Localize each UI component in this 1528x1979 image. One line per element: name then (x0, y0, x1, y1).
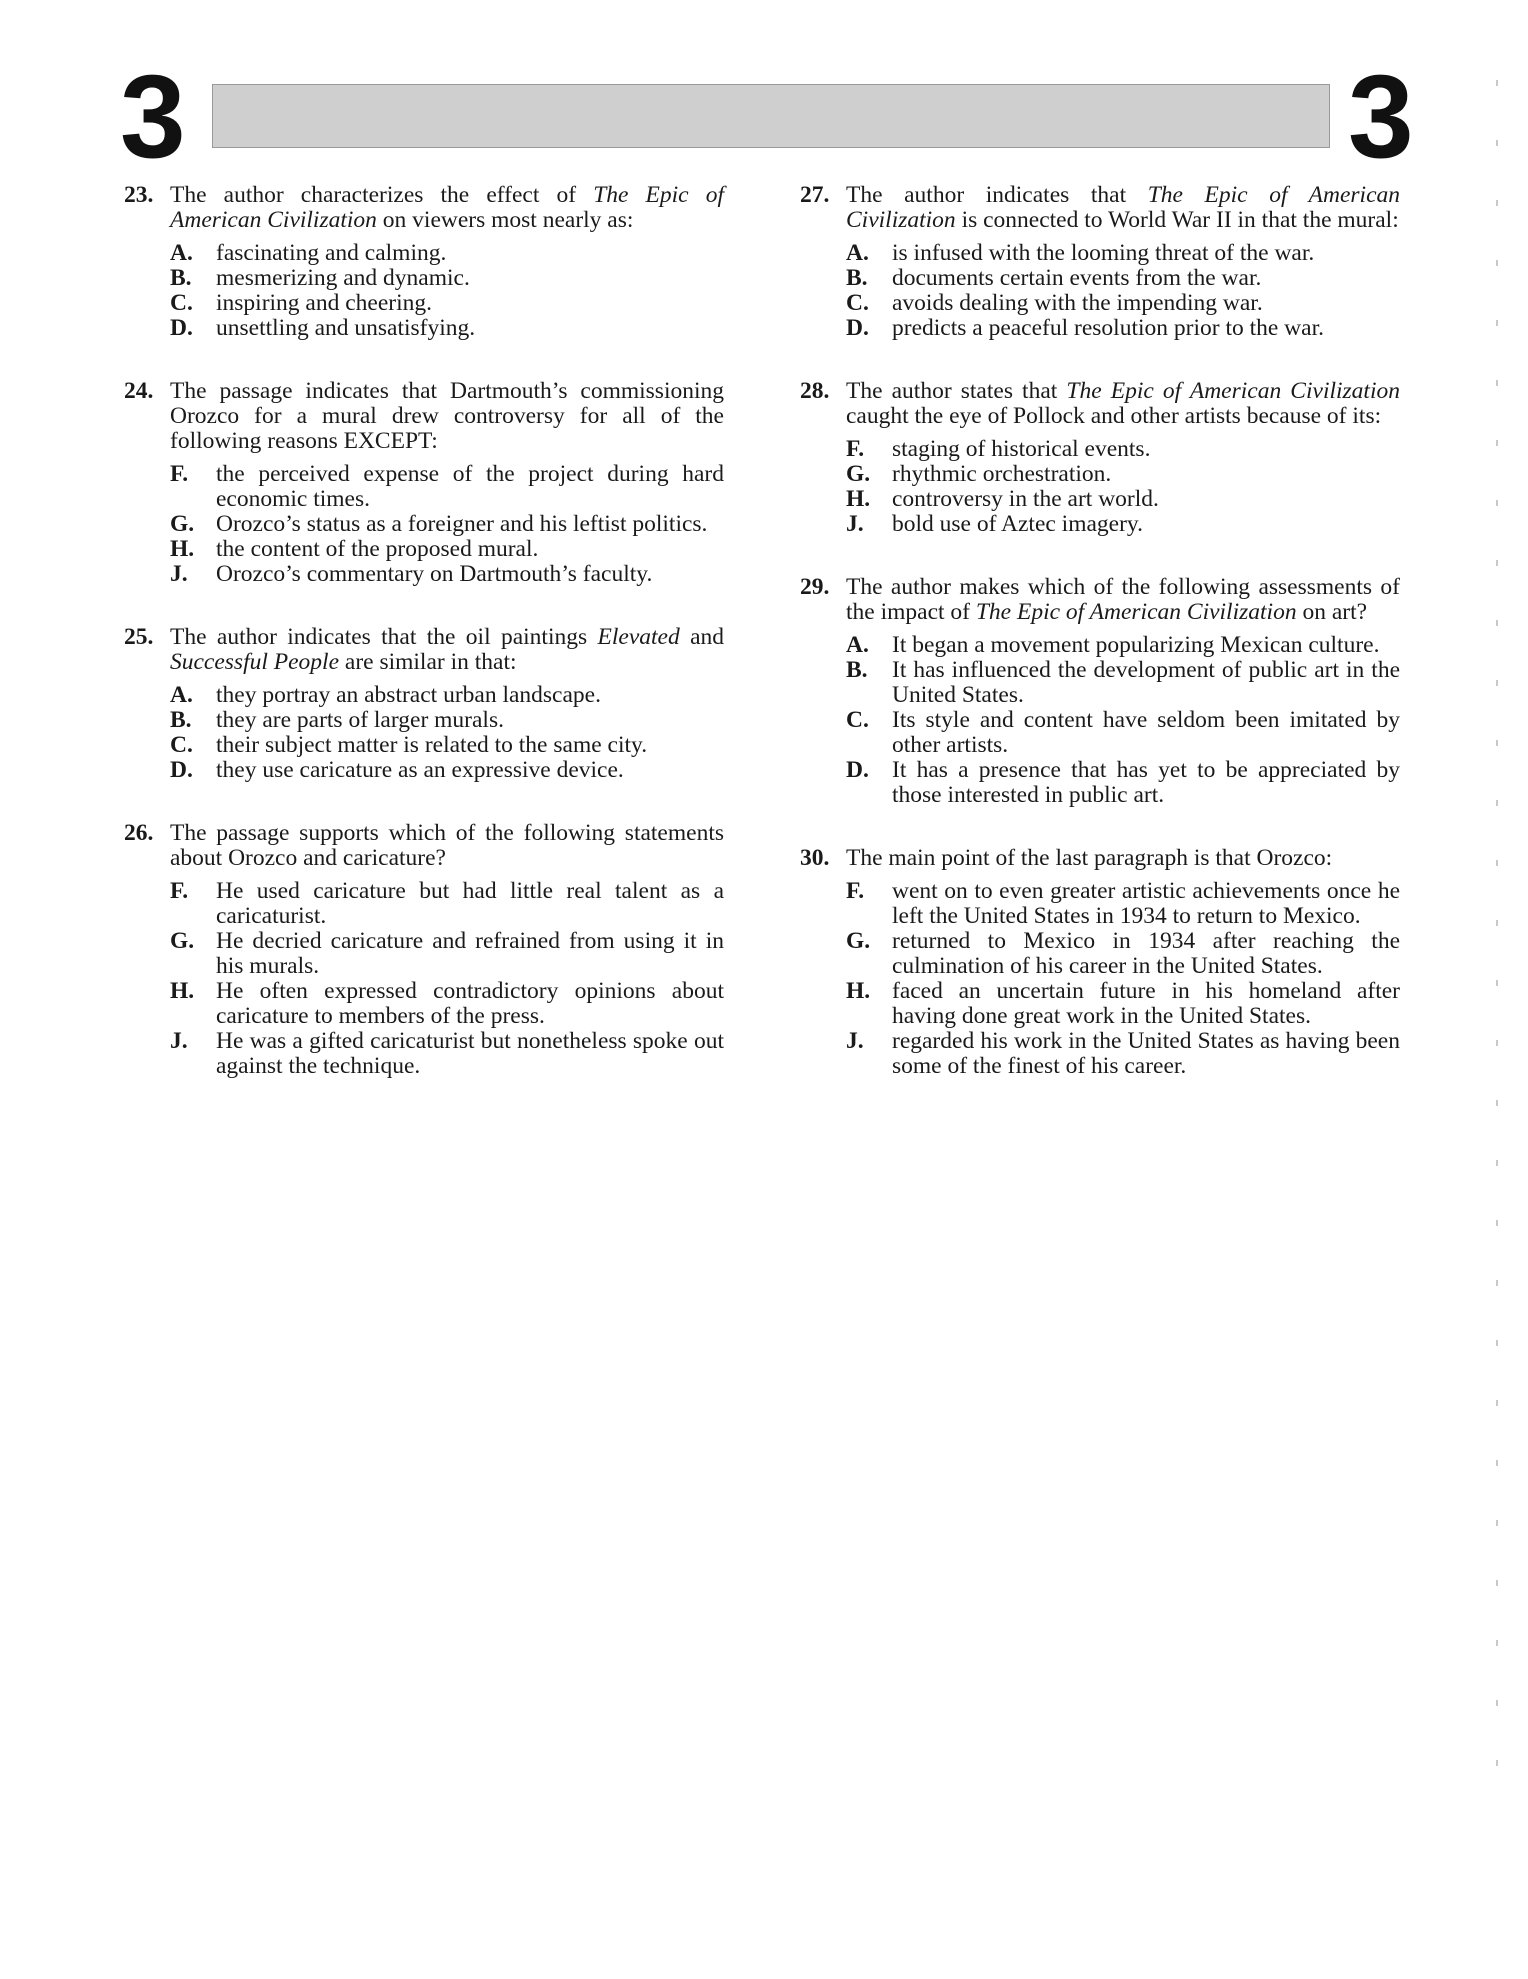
answer-option[interactable] (124, 266, 724, 291)
question-number: 23. (124, 182, 154, 208)
option-text: He decried caricature and refrained from using it in his murals. (216, 928, 724, 979)
option-letter: C. (170, 732, 193, 758)
option-text: predicts a peaceful resolution prior to the war. (892, 315, 1324, 341)
stem-title: The Epic of American Civilization (170, 182, 724, 233)
option-text: returned to Mexico in 1934 after reaching the culmination of his career in the United States. (892, 928, 1400, 979)
option-letter: D. (846, 315, 869, 341)
question-27 (800, 183, 1400, 341)
stem-text: The author indicates that the oil paintings (170, 624, 598, 650)
option-letter: C. (846, 290, 869, 316)
option-text: avoids dealing with the impending war. (892, 290, 1263, 316)
answer-option[interactable] (800, 658, 1400, 708)
answer-option[interactable] (124, 758, 724, 783)
option-text: He often expressed contradictory opinions about caricature to members of the press. (216, 978, 724, 1029)
question-28 (800, 379, 1400, 537)
question-number: 27. (800, 182, 830, 208)
stem-text: is connected to World War II in that the mural: (955, 207, 1399, 233)
answer-option[interactable] (124, 708, 724, 733)
option-text: He used caricature but had little real talent as a caricaturist. (216, 878, 724, 929)
stem-text: The passage indicates that Dartmouth’s commissioning Orozco for a mural drew controversy for all of the following reasons EXCEPT: (170, 378, 724, 454)
question-stem (800, 379, 1400, 429)
option-text: faced an uncertain future in his homeland after having done great work in the United States. (892, 978, 1400, 1029)
option-letter: J. (846, 1028, 864, 1054)
answer-option[interactable] (800, 316, 1400, 341)
stem-text: The author characterizes the effect of (170, 182, 594, 208)
answer-option[interactable] (800, 758, 1400, 808)
answer-option[interactable] (800, 929, 1400, 979)
option-text: Its style and content have seldom been imitated by other artists. (892, 707, 1400, 758)
option-letter: A. (170, 240, 193, 266)
option-text: fascinating and calming. (216, 240, 447, 266)
stem-text: The author indicates that (846, 182, 1148, 208)
question-23 (124, 183, 724, 341)
option-letter: B. (170, 265, 192, 291)
question-stem (124, 625, 724, 675)
question-26 (124, 821, 724, 1079)
option-letter: F. (846, 436, 865, 462)
option-letter: J. (170, 561, 188, 587)
question-25 (124, 625, 724, 783)
question-stem (800, 575, 1400, 625)
option-letter: G. (170, 928, 195, 954)
stem-title: The Epic of American Civilization (975, 599, 1297, 625)
option-text: Orozco’s commentary on Dartmouth’s faculty. (216, 561, 653, 587)
option-text: is infused with the looming threat of the war. (892, 240, 1315, 266)
answer-option[interactable] (800, 708, 1400, 758)
answer-option[interactable] (800, 291, 1400, 316)
answer-option[interactable] (800, 979, 1400, 1029)
option-letter: J. (170, 1028, 188, 1054)
answer-option[interactable] (124, 316, 724, 341)
answer-option[interactable] (800, 462, 1400, 487)
stem-text: The main point of the last paragraph is that Orozco: (846, 845, 1333, 871)
left-column (124, 183, 724, 1117)
option-letter: D. (170, 757, 193, 783)
option-letter: D. (170, 315, 193, 341)
section-number-right: 3 (1348, 51, 1414, 183)
option-letter: H. (846, 978, 871, 1004)
stem-title: Elevated (597, 624, 680, 650)
option-letter: H. (846, 486, 871, 512)
answer-option[interactable] (800, 487, 1400, 512)
option-letter: A. (846, 632, 869, 658)
question-number: 24. (124, 378, 154, 404)
question-number: 30. (800, 845, 830, 871)
answer-option[interactable] (800, 241, 1400, 266)
answer-option[interactable] (124, 929, 724, 979)
option-text: the content of the proposed mural. (216, 536, 539, 562)
answer-option[interactable] (800, 437, 1400, 462)
answer-options (124, 683, 724, 783)
answer-option[interactable] (124, 683, 724, 708)
question-30 (800, 846, 1400, 1079)
option-letter: H. (170, 536, 195, 562)
option-letter: J. (846, 511, 864, 537)
stem-text: The passage supports which of the following statements about Orozco and caricature? (170, 820, 724, 871)
answer-option[interactable] (800, 879, 1400, 929)
answer-option[interactable] (124, 291, 724, 316)
section-header-bar (212, 84, 1330, 148)
answer-option[interactable] (124, 733, 724, 758)
answer-options (800, 879, 1400, 1079)
option-text: rhythmic orchestration. (892, 461, 1112, 487)
option-text: their subject matter is related to the same city. (216, 732, 648, 758)
stem-title: The Epic of American Civilization (846, 182, 1401, 233)
question-stem (124, 379, 724, 454)
question-stem (124, 821, 724, 871)
option-letter: F. (846, 878, 865, 904)
stem-text: The author makes which of the following assessments of the impact of (846, 574, 1400, 625)
answer-options (800, 241, 1400, 341)
option-letter: B. (170, 707, 192, 733)
answer-option[interactable] (124, 879, 724, 929)
answer-option[interactable] (124, 537, 724, 562)
answer-option[interactable] (124, 462, 724, 512)
option-letter: B. (846, 265, 868, 291)
option-letter: G. (170, 511, 195, 537)
answer-options (800, 633, 1400, 808)
option-letter: C. (170, 290, 193, 316)
scan-edge-marks (1496, 80, 1498, 1780)
answer-option[interactable] (124, 1029, 724, 1079)
option-text: He was a gifted caricaturist but nonetheless spoke out against the technique. (216, 1028, 724, 1079)
answer-options (124, 879, 724, 1079)
stem-text: caught the eye of Pollock and other artists because of its: (846, 403, 1382, 429)
option-letter: C. (846, 707, 869, 733)
option-text: controversy in the art world. (892, 486, 1159, 512)
section-number-left: 3 (120, 51, 186, 183)
stem-title: Successful People (170, 649, 340, 675)
option-letter: G. (846, 461, 871, 487)
question-number: 25. (124, 624, 154, 650)
option-text: It has influenced the development of public art in the United States. (892, 657, 1400, 708)
stem-text: are similar in that: (339, 649, 517, 675)
option-text: Orozco’s status as a foreigner and his leftist politics. (216, 511, 708, 537)
stem-text: The author states that (846, 378, 1067, 404)
option-letter: A. (846, 240, 869, 266)
option-text: they portray an abstract urban landscape. (216, 682, 601, 708)
answer-option[interactable] (800, 266, 1400, 291)
question-stem (800, 183, 1400, 233)
option-letter: A. (170, 682, 193, 708)
stem-text: on art? (1296, 599, 1368, 625)
right-column (800, 183, 1400, 1117)
answer-option[interactable] (800, 633, 1400, 658)
option-text: went on to even greater artistic achievements once he left the United States in 1934 to return to Mexico. (892, 878, 1400, 929)
option-text: unsettling and unsatisfying. (216, 315, 476, 341)
option-text: they use caricature as an expressive device. (216, 757, 624, 783)
option-text: they are parts of larger murals. (216, 707, 504, 733)
question-stem (800, 846, 1400, 871)
answer-option[interactable] (124, 562, 724, 587)
stem-title: The Epic of American Civilization (1066, 378, 1400, 404)
option-text: It has a presence that has yet to be appreciated by those interested in public art. (892, 757, 1400, 808)
question-number: 26. (124, 820, 154, 846)
option-letter: F. (170, 878, 189, 904)
answer-options (800, 437, 1400, 537)
option-text: bold use of Aztec imagery. (892, 511, 1144, 537)
answer-options (124, 241, 724, 341)
option-text: It began a movement popularizing Mexican culture. (892, 632, 1380, 658)
option-text: regarded his work in the United States as having been some of the finest of his career. (892, 1028, 1400, 1079)
option-letter: B. (846, 657, 868, 683)
answer-option[interactable] (800, 1029, 1400, 1079)
answer-option[interactable] (124, 241, 724, 266)
answer-option[interactable] (800, 512, 1400, 537)
stem-text: on viewers most nearly as: (376, 207, 634, 233)
option-letter: H. (170, 978, 195, 1004)
answer-option[interactable] (124, 512, 724, 537)
option-text: documents certain events from the war. (892, 265, 1262, 291)
option-text: mesmerizing and dynamic. (216, 265, 470, 291)
option-letter: F. (170, 461, 189, 487)
question-stem (124, 183, 724, 233)
option-text: staging of historical events. (892, 436, 1151, 462)
option-letter: D. (846, 757, 869, 783)
option-letter: G. (846, 928, 871, 954)
question-29 (800, 575, 1400, 808)
option-text: the perceived expense of the project during hard economic times. (216, 461, 724, 512)
option-text: inspiring and cheering. (216, 290, 433, 316)
question-number: 29. (800, 574, 830, 600)
stem-text: and (679, 624, 725, 650)
question-number: 28. (800, 378, 830, 404)
question-24 (124, 379, 724, 587)
answer-option[interactable] (124, 979, 724, 1029)
answer-options (124, 462, 724, 587)
